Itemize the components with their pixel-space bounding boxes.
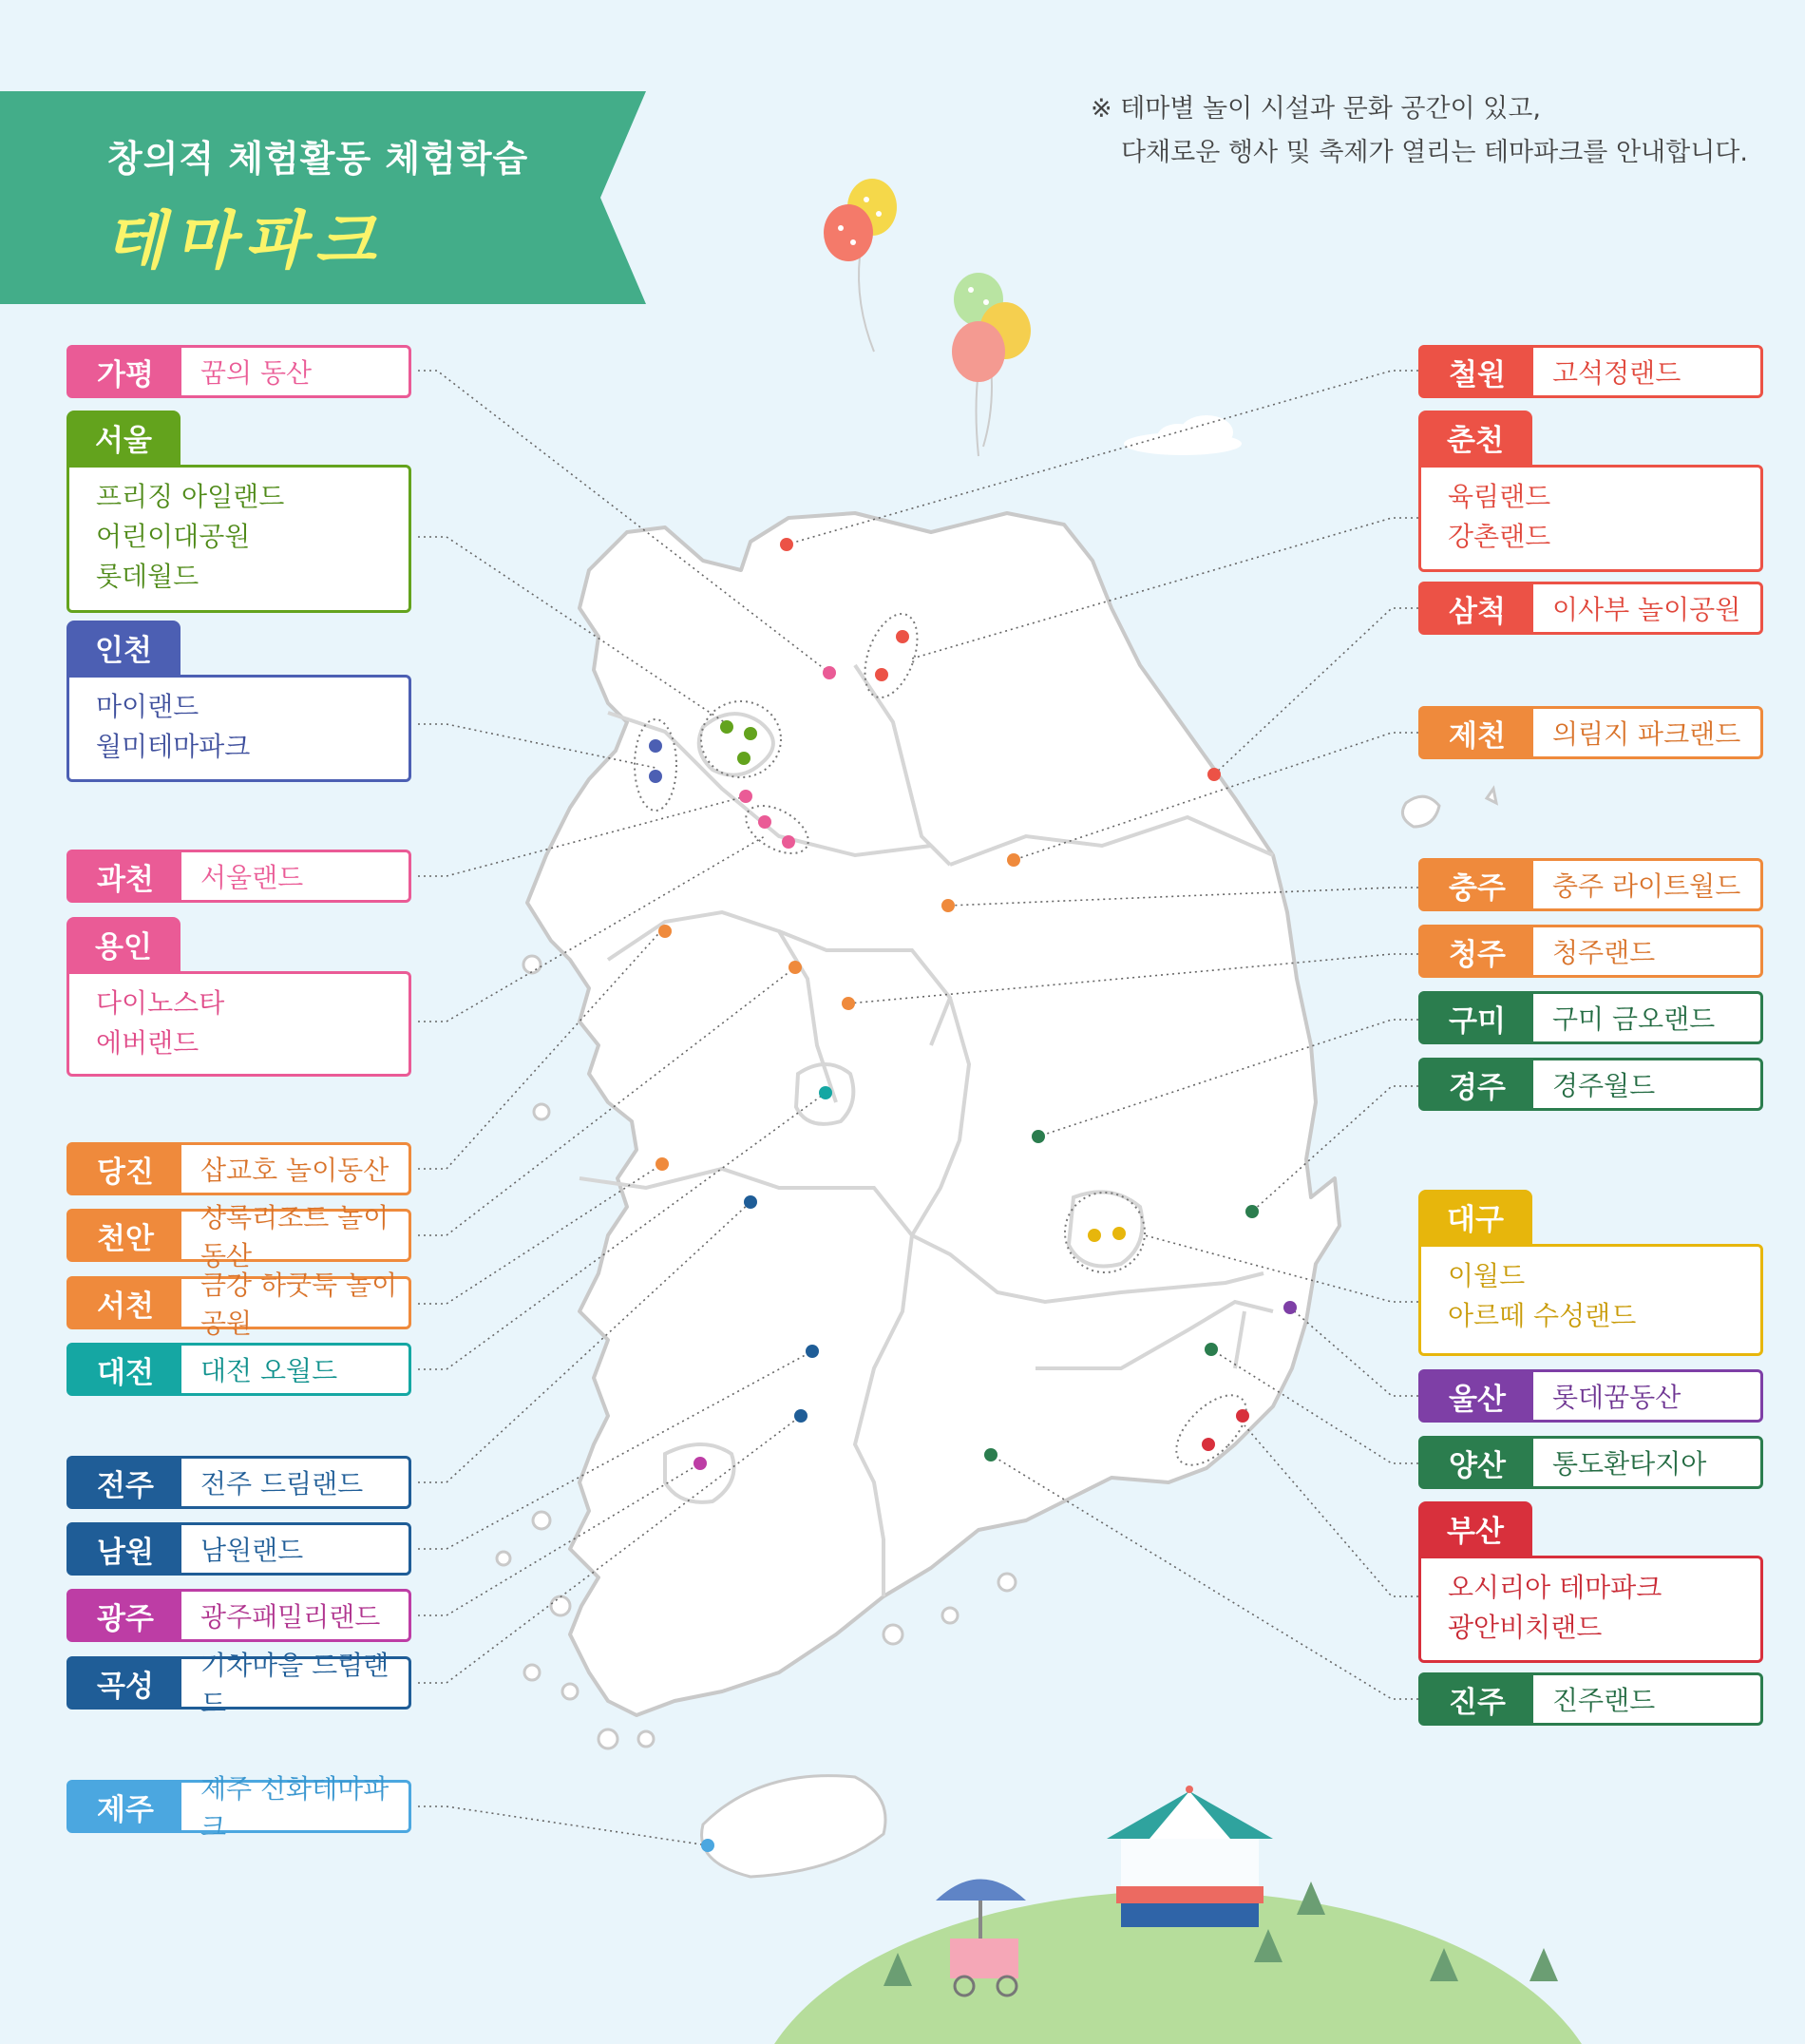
region-card-jecheon[interactable] xyxy=(1418,706,1763,759)
place-name: 다이노스타 xyxy=(96,987,225,1019)
region-label: 남원 xyxy=(69,1525,181,1573)
place-name: 고석정랜드 xyxy=(1552,357,1682,389)
place-name: 이월드 xyxy=(1448,1260,1526,1291)
place-name: 금강 하굿둑 놀이공원 xyxy=(200,1270,398,1339)
place-name: 진주랜드 xyxy=(1552,1685,1656,1716)
region-label: 춘천 xyxy=(1418,411,1532,465)
place-name: 에버랜드 xyxy=(96,1027,200,1059)
region-card-gokseong[interactable] xyxy=(66,1650,411,1719)
place-list xyxy=(66,675,411,782)
place-list xyxy=(1418,1556,1763,1663)
region-label: 가평 xyxy=(69,348,181,395)
region-label: 인천 xyxy=(66,621,180,675)
notice-line-2: 다채로운 행사 및 축제가 열리는 테마파크를 안내합니다. xyxy=(1121,138,1748,167)
banner-title: 테마파크 xyxy=(104,203,386,277)
region-label: 용인 xyxy=(66,917,180,971)
region-label: 대구 xyxy=(1418,1190,1532,1244)
place-name: 대전 오월드 xyxy=(200,1355,338,1386)
region-card-gumi[interactable] xyxy=(1418,991,1763,1044)
region-card-jeju[interactable] xyxy=(66,1773,411,1843)
region-label: 대전 xyxy=(69,1346,181,1393)
region-label: 부산 xyxy=(1418,1501,1532,1556)
place-name: 경주월드 xyxy=(1552,1070,1656,1101)
place-name: 롯데월드 xyxy=(96,561,200,592)
region-label: 과천 xyxy=(69,852,181,900)
region-card-daejeon[interactable] xyxy=(66,1343,411,1396)
place-name: 월미테마파크 xyxy=(96,731,251,762)
cloud-icon xyxy=(1124,415,1242,455)
region-card-daegu[interactable] xyxy=(1418,1190,1763,1356)
place-name: 프리징 아일랜드 xyxy=(96,481,285,512)
region-card-gyeongju[interactable] xyxy=(1418,1058,1763,1111)
place-name: 제주 신화테마파크 xyxy=(200,1773,390,1843)
place-name: 광주패밀리랜드 xyxy=(200,1601,381,1633)
region-card-gwacheon[interactable] xyxy=(66,850,411,903)
region-label: 제주 xyxy=(69,1783,181,1830)
region-card-incheon[interactable] xyxy=(66,621,411,782)
region-card-gapyeong[interactable] xyxy=(66,345,411,398)
place-list xyxy=(66,971,411,1077)
region-label: 충주 xyxy=(1421,861,1533,908)
region-label: 울산 xyxy=(1421,1372,1533,1420)
place-name: 삽교호 놀이동산 xyxy=(200,1155,390,1186)
peninsula-outline xyxy=(527,513,1340,1715)
region-card-jeonju[interactable] xyxy=(66,1456,411,1509)
region-label: 천안 xyxy=(69,1212,181,1259)
place-name: 이사부 놀이공원 xyxy=(1552,594,1741,625)
region-label: 경주 xyxy=(1421,1060,1533,1108)
place-name: 강촌랜드 xyxy=(1448,521,1551,552)
region-card-dangjin[interactable] xyxy=(66,1142,411,1195)
region-label: 광주 xyxy=(69,1592,181,1639)
region-card-chungju[interactable] xyxy=(1418,858,1763,911)
place-name: 육림랜드 xyxy=(1448,481,1551,512)
region-label: 곡성 xyxy=(69,1659,181,1707)
place-name: 남원랜드 xyxy=(200,1535,304,1566)
place-list xyxy=(1418,465,1763,572)
region-card-cheonan[interactable] xyxy=(66,1202,411,1271)
place-name: 아르떼 수성랜드 xyxy=(1448,1300,1637,1331)
region-label: 철원 xyxy=(1421,348,1533,395)
region-label: 구미 xyxy=(1421,994,1533,1041)
region-label: 양산 xyxy=(1421,1439,1533,1486)
region-card-busan[interactable] xyxy=(1418,1501,1763,1663)
place-name: 광안비치랜드 xyxy=(1448,1612,1603,1643)
place-name: 서울랜드 xyxy=(200,862,304,893)
region-label: 당진 xyxy=(69,1145,181,1193)
place-list xyxy=(1418,1244,1763,1356)
region-card-samcheok[interactable] xyxy=(1418,582,1763,635)
place-list xyxy=(66,465,411,613)
region-label: 서울 xyxy=(66,411,180,465)
region-label: 삼척 xyxy=(1421,584,1533,632)
region-card-namwon[interactable] xyxy=(66,1522,411,1576)
jeju-island-outline xyxy=(702,1776,885,1877)
banner-subtitle: 창의적 체험활동 체험학습 xyxy=(107,138,529,180)
region-card-cheorwon[interactable] xyxy=(1418,345,1763,398)
region-label: 청주 xyxy=(1421,927,1533,975)
region-card-yangsan[interactable] xyxy=(1418,1436,1763,1489)
place-name: 마이랜드 xyxy=(96,691,200,722)
place-name: 꿈의 동산 xyxy=(200,357,313,389)
notice-line-1: ※ 테마별 놀이 시설과 문화 공간이 있고, xyxy=(1091,94,1541,124)
place-name: 구미 금오랜드 xyxy=(1552,1003,1716,1035)
balloon-icon xyxy=(824,179,897,352)
region-label: 전주 xyxy=(69,1459,181,1506)
place-name: 어린이대공원 xyxy=(96,521,251,552)
region-label: 진주 xyxy=(1421,1675,1533,1723)
region-label: 제천 xyxy=(1421,709,1533,756)
region-card-seocheon[interactable] xyxy=(66,1270,411,1339)
place-name: 전주 드림랜드 xyxy=(200,1468,364,1500)
place-name: 오시리아 테마파크 xyxy=(1448,1572,1662,1603)
region-card-seoul[interactable] xyxy=(66,411,411,613)
region-label: 서천 xyxy=(69,1279,181,1327)
place-name: 의림지 파크랜드 xyxy=(1552,718,1741,750)
region-card-yongin[interactable] xyxy=(66,917,411,1077)
place-name: 통도환타지아 xyxy=(1552,1448,1707,1480)
place-name: 롯데꿈동산 xyxy=(1552,1382,1682,1413)
region-card-jinju[interactable] xyxy=(1418,1672,1763,1726)
carousel-icon xyxy=(1107,1786,1273,1927)
place-name: 충주 라이트월드 xyxy=(1552,870,1741,902)
place-name: 기차마을 드림랜드 xyxy=(200,1650,390,1719)
place-name: 청주랜드 xyxy=(1552,937,1656,968)
region-card-cheongju[interactable] xyxy=(1418,925,1763,978)
balloon-icon xyxy=(952,273,1031,456)
region-card-chuncheon[interactable] xyxy=(1418,411,1763,572)
region-card-ulsan[interactable] xyxy=(1418,1369,1763,1423)
place-name: 상록리조트 놀이동산 xyxy=(200,1202,390,1271)
region-card-gwangju[interactable] xyxy=(66,1589,411,1642)
